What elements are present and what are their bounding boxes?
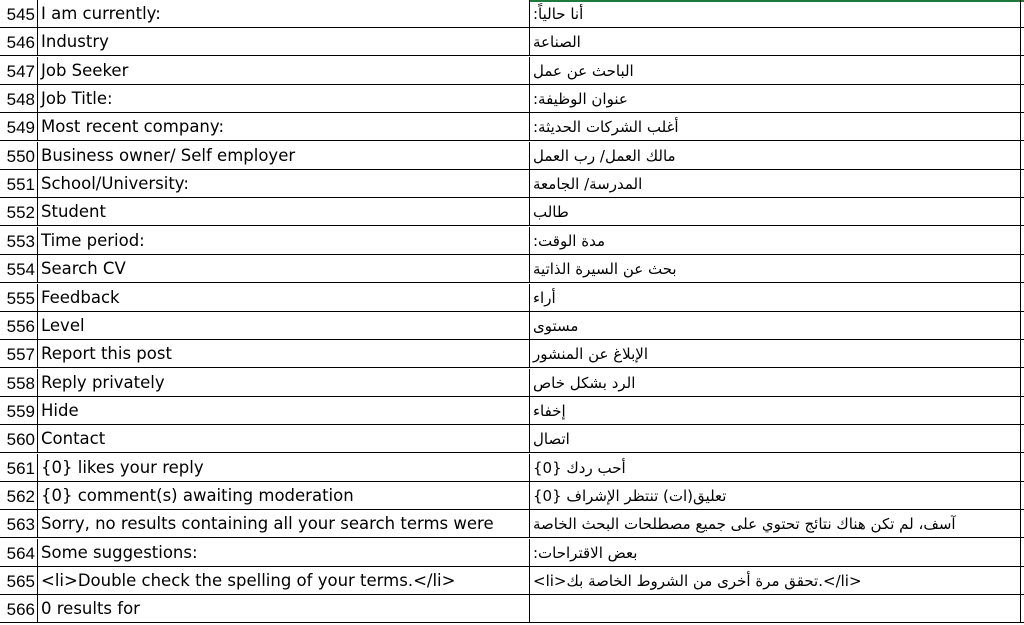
table-row — [0, 57, 1024, 85]
english-cell[interactable]: Student — [39, 198, 530, 226]
arabic-cell[interactable]: الباحث عن عمل — [533, 61, 634, 80]
arabic-cell[interactable]: الإبلاغ عن المنشور — [533, 345, 649, 364]
row-header[interactable]: 566 — [0, 595, 38, 623]
table-row — [0, 85, 1024, 113]
arabic-cell[interactable]: مدة الوقت: — [533, 231, 605, 250]
row-header[interactable]: 547 — [0, 57, 38, 85]
english-cell[interactable]: Job Seeker — [39, 57, 530, 85]
table-row — [0, 170, 1024, 198]
arabic-cell[interactable]: مستوى — [533, 316, 579, 335]
arabic-cell[interactable]: تعليق(ات) تنتظر الإشراف {0} — [533, 486, 727, 505]
english-cell[interactable]: Business owner/ Self employer — [39, 142, 530, 170]
row-header[interactable]: 562 — [0, 482, 38, 510]
arabic-cell[interactable]: الصناعة — [533, 33, 581, 52]
english-cell[interactable]: Level — [39, 312, 530, 340]
english-cell[interactable]: School/University: — [39, 170, 530, 198]
arabic-cell[interactable]: عنوان الوظيفة: — [533, 90, 628, 109]
table-row — [0, 142, 1024, 170]
arabic-cell[interactable]: أغلب الشركات الحديثة: — [533, 118, 679, 137]
row-header[interactable]: 559 — [0, 397, 38, 425]
row-header[interactable]: 558 — [0, 369, 38, 397]
table-row — [0, 425, 1024, 453]
arabic-cell[interactable]: <li>تحقق مرة أخرى من الشروط الخاصة بك.</li> — [533, 572, 862, 590]
english-cell[interactable]: Contact — [39, 425, 530, 453]
table-row — [0, 0, 1024, 28]
english-cell[interactable]: Sorry, no results containing all your search terms were — [39, 510, 530, 538]
arabic-cell[interactable]: بحث عن السيرة الذاتية — [533, 260, 677, 279]
arabic-cell[interactable]: بعض الاقتراحات: — [533, 543, 638, 562]
table-row — [0, 454, 1024, 482]
table-row — [0, 539, 1024, 567]
arabic-cell[interactable]: المدرسة/ الجامعة — [533, 175, 643, 194]
english-cell[interactable]: I am currently: — [39, 0, 530, 28]
row-header[interactable]: 545 — [0, 0, 38, 28]
english-cell[interactable]: Some suggestions: — [39, 539, 530, 567]
row-header[interactable]: 552 — [0, 198, 38, 226]
english-cell[interactable]: {0} comment(s) awaiting moderation — [39, 482, 530, 510]
arabic-cell[interactable]: اتصال — [533, 430, 570, 449]
grid-right-border — [1020, 0, 1021, 622]
table-row — [0, 369, 1024, 397]
english-cell[interactable]: {0} likes your reply — [39, 454, 530, 482]
table-row — [0, 340, 1024, 368]
row-header[interactable]: 548 — [0, 85, 38, 113]
arabic-cell[interactable]: الرد بشكل خاص — [533, 373, 636, 392]
table-row — [0, 113, 1024, 141]
english-cell[interactable]: <li>Double check the spelling of your terms.</li> — [39, 567, 530, 595]
row-header[interactable]: 561 — [0, 454, 38, 482]
table-row — [0, 255, 1024, 283]
arabic-cell[interactable]: أراء — [533, 288, 556, 307]
table-row — [0, 482, 1024, 510]
english-cell[interactable]: Report this post — [39, 340, 530, 368]
english-cell[interactable]: Most recent company: — [39, 113, 530, 141]
table-row — [0, 567, 1024, 595]
table-row — [0, 28, 1024, 56]
row-header[interactable]: 549 — [0, 113, 38, 141]
table-row — [0, 284, 1024, 312]
row-header[interactable]: 551 — [0, 170, 38, 198]
row-header[interactable]: 546 — [0, 28, 38, 56]
english-cell[interactable]: Job Title: — [39, 85, 530, 113]
arabic-cell[interactable]: آسف، لم تكن هناك نتائج تحتوي على جميع مصطلحات البحث الخاصة — [533, 515, 956, 534]
table-row — [0, 198, 1024, 226]
arabic-cell[interactable]: أنا حالياً: — [533, 5, 584, 23]
row-header[interactable]: 555 — [0, 284, 38, 312]
row-header[interactable]: 553 — [0, 227, 38, 255]
english-cell[interactable]: 0 results for — [39, 595, 530, 623]
row-header[interactable]: 550 — [0, 142, 38, 170]
row-header[interactable]: 554 — [0, 255, 38, 283]
english-cell[interactable]: Time period: — [39, 227, 530, 255]
table-row — [0, 397, 1024, 425]
arabic-cell[interactable]: مالك العمل/ رب العمل — [533, 146, 676, 165]
row-header[interactable]: 556 — [0, 312, 38, 340]
arabic-cell[interactable]: إخفاء — [533, 401, 566, 420]
arabic-cell[interactable] — [530, 595, 1020, 623]
english-cell[interactable]: Reply privately — [39, 369, 530, 397]
table-row — [0, 510, 1024, 538]
row-header[interactable]: 560 — [0, 425, 38, 453]
table-row — [0, 227, 1024, 255]
row-header[interactable]: 564 — [0, 539, 38, 567]
row-header[interactable]: 563 — [0, 510, 38, 538]
arabic-cell[interactable]: أحب ردك {0} — [533, 458, 626, 477]
table-row — [0, 595, 1024, 623]
english-cell[interactable]: Industry — [39, 28, 530, 56]
row-header[interactable]: 565 — [0, 567, 38, 595]
table-row — [0, 312, 1024, 340]
english-cell[interactable]: Hide — [39, 397, 530, 425]
row-header[interactable]: 557 — [0, 340, 38, 368]
english-cell[interactable]: Feedback — [39, 284, 530, 312]
english-cell[interactable]: Search CV — [39, 255, 530, 283]
arabic-cell[interactable]: طالب — [533, 203, 569, 222]
